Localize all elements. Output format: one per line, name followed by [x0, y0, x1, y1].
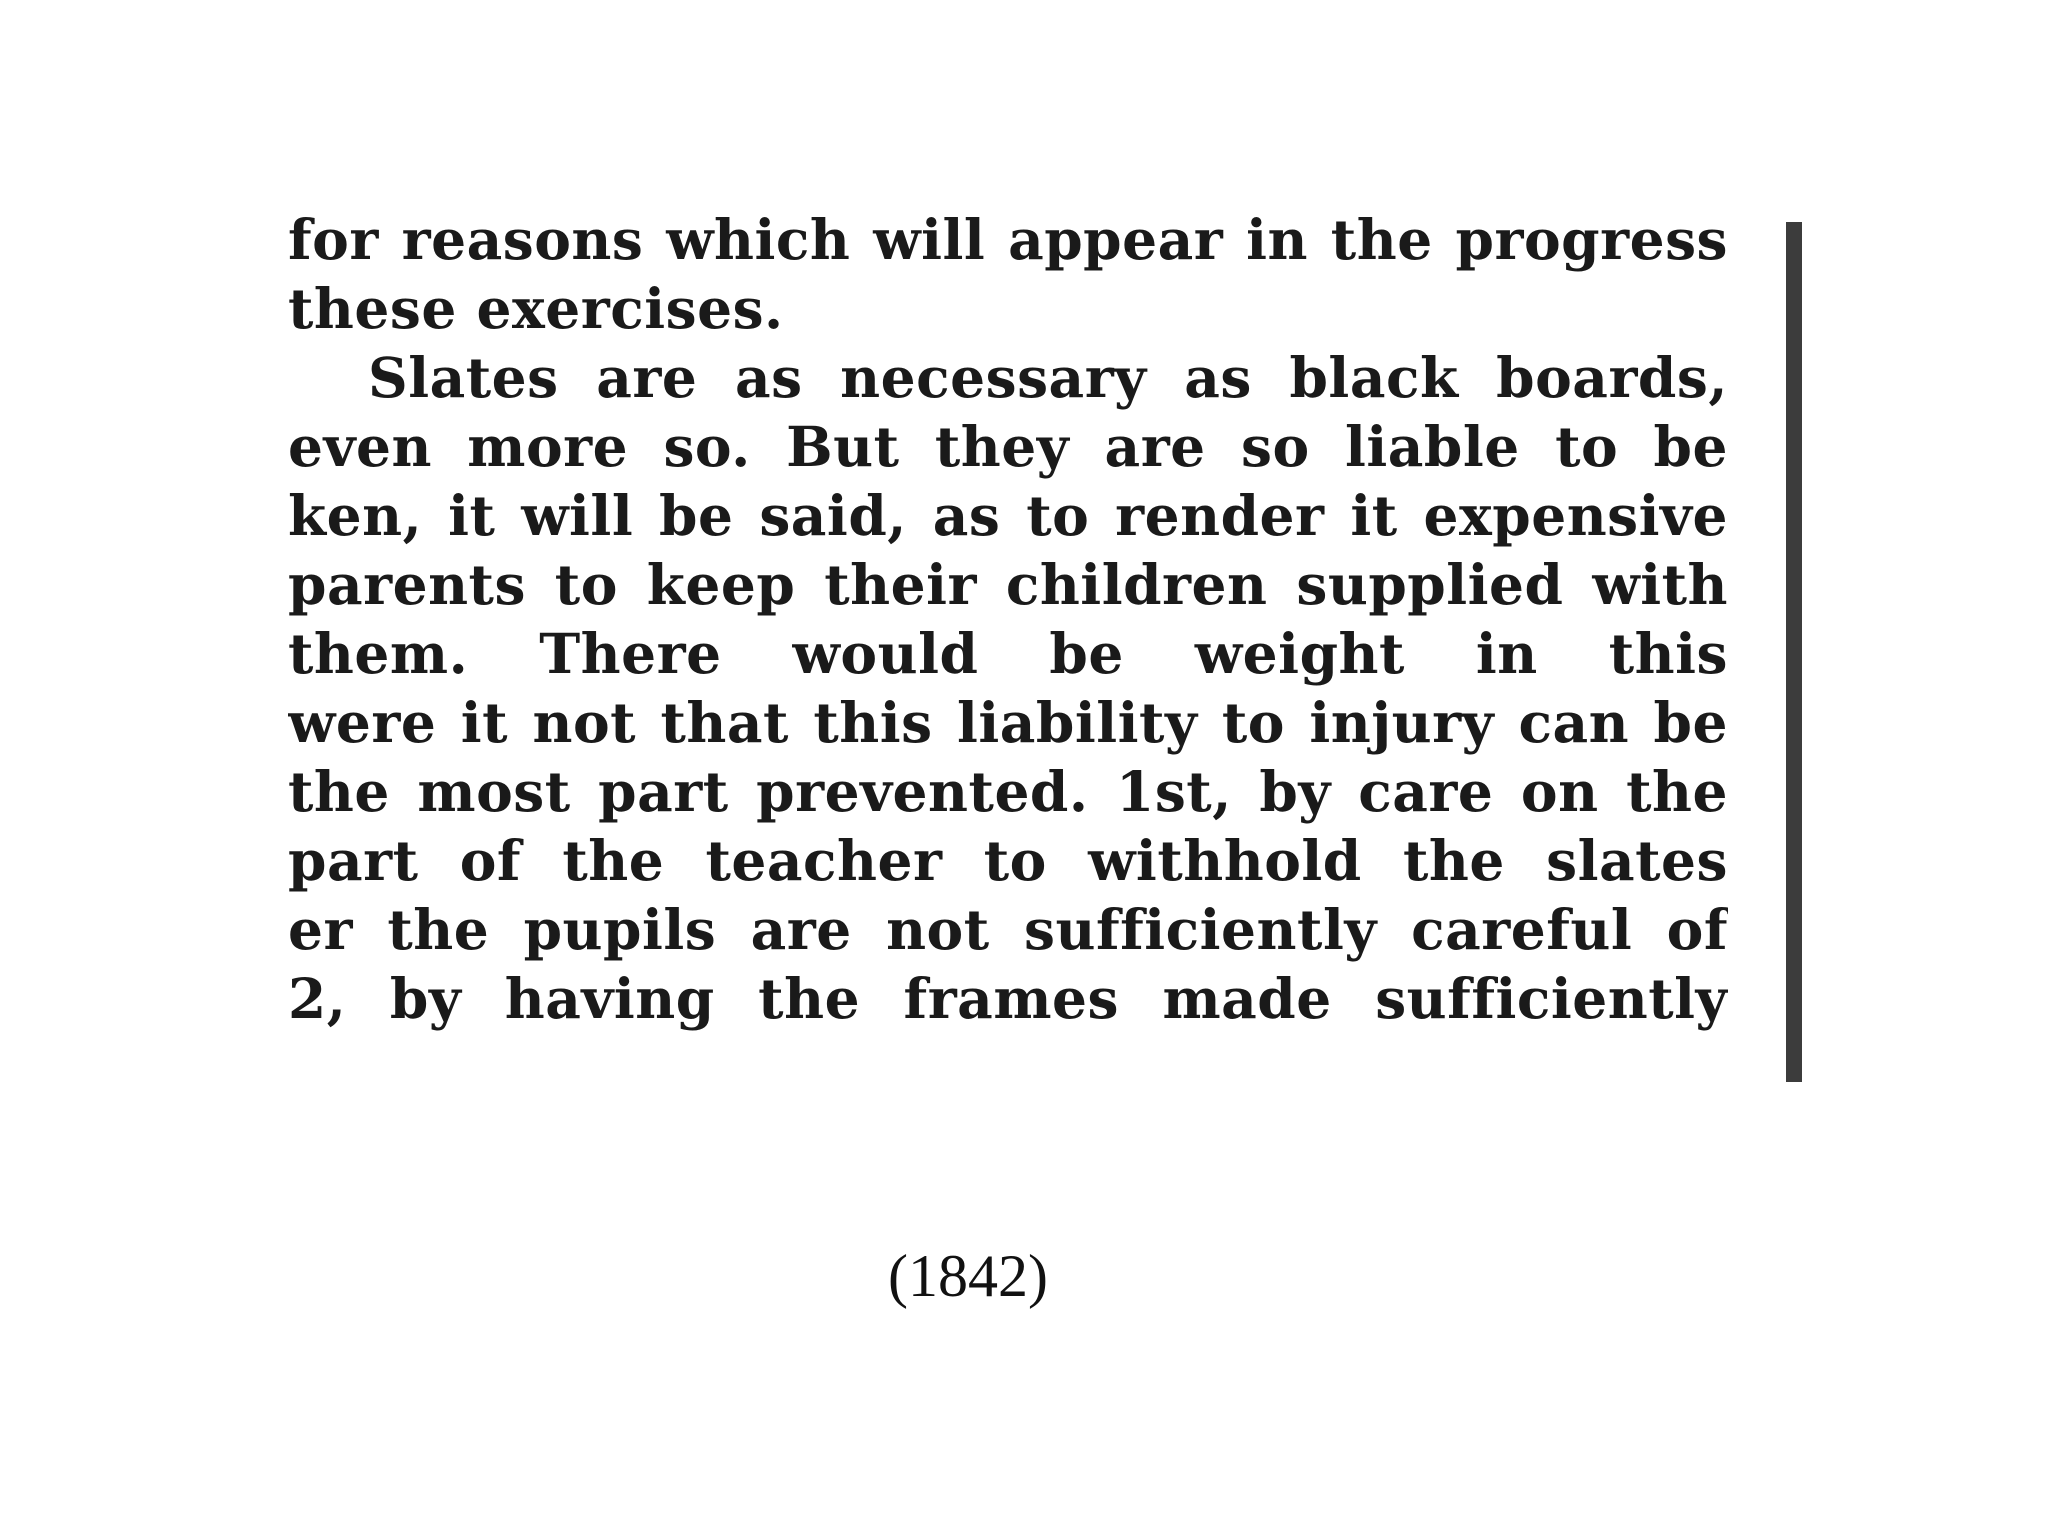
- text-line: even more so. But they are so liable to be: [288, 414, 1728, 479]
- text-line: them. There would be weight in this: [288, 621, 1728, 686]
- text-line: er the pupils are not sufficiently careful of: [288, 897, 1728, 962]
- text-line: the most part prevented. 1st, by care on the: [288, 759, 1728, 824]
- text-line: these exercises.: [288, 276, 784, 341]
- text-line: 2, by having the frames made sufficiently: [288, 966, 1728, 1031]
- text-line: Slates are as necessary as black boards,: [368, 345, 1728, 410]
- article-text: [288, 205, 1728, 1033]
- text-line: parents to keep their children supplied with: [288, 552, 1728, 617]
- text-line: were it not that this liability to injury can be: [288, 690, 1728, 755]
- column-rule: [1786, 222, 1802, 1082]
- text-line: ken, it will be said, as to render it expensive: [288, 483, 1728, 548]
- newspaper-clipping: [288, 205, 1764, 1085]
- year-caption: (1842): [888, 1243, 1048, 1309]
- text-line: part of the teacher to withhold the slates: [288, 828, 1728, 893]
- text-line: for reasons which will appear in the progress: [288, 207, 1728, 272]
